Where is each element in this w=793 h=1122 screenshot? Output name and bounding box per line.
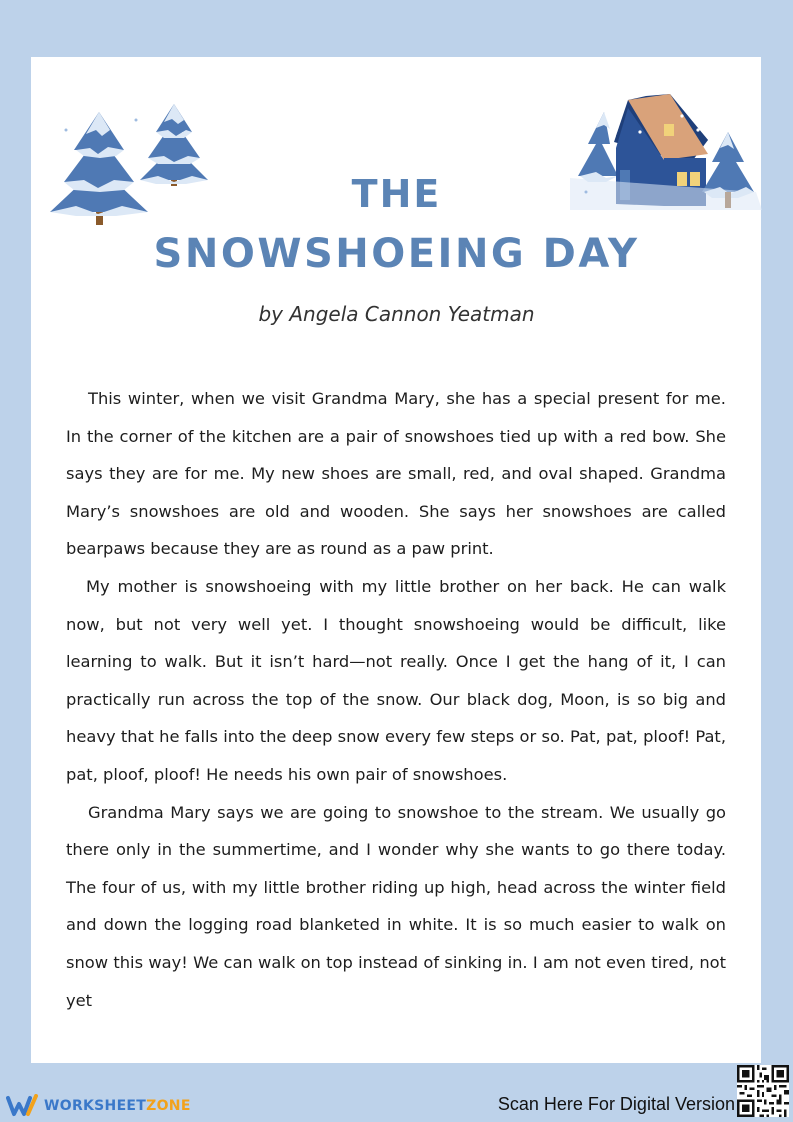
story-paragraph-3: Grandma Mary says we are going to snowshoe to the stream. We usually go there only in the summertime, and I wonder why she wants to go there today. The four of us, with my little brother riding up high, head across the winter field and down the logging road blanketed in white. It is so much easier to walk on snow this way! We can walk on top instead of sinking in. I am not even tired, not yet: [66, 802, 726, 1010]
title-line-2: SNOWSHOEING DAY: [153, 231, 640, 277]
brand-name-part2: ZONE: [146, 1098, 191, 1114]
story-paragraph-1: This winter, when we visit Grandma Mary, she has a special present for me. In the corner of the kitchen are a pair of snowshoes tied up with a red bow. She says they are for me. My new shoes are small, red, and oval shaped. Grandma Mary’s snowshoes are old and wooden. She says her snowshoes are called bearpaws because they are as round as a paw print.: [66, 389, 726, 559]
scan-prompt: Scan Here For Digital Version: [497, 1094, 735, 1114]
qr-code-icon[interactable]: [737, 1065, 789, 1117]
story-paragraph-2: My mother is snowshoeing with my little brother on her back. He can walk now, but not very well yet. I thought snowshoeing would be difficult, like learning to walk. But it isn’t hard—not really. Once I get the hang of it, I can practically run across the top of the snow. Our black dog, Moon, is so big and heavy that he falls into the deep snow every few steps or so. Pat, pat, ploof! Pat, pat, ploof, ploof! He needs his own pair of snowshoes.: [66, 576, 726, 784]
worksheetzone-brand[interactable]: [6, 1093, 191, 1119]
author-byline: by Angela Cannon Yeatman: [258, 302, 535, 326]
title-line-1: THE: [351, 172, 442, 216]
story-text: [66, 380, 726, 1019]
brand-name-part1: WORKSHEET: [44, 1098, 147, 1114]
worksheetzone-logo-icon: [6, 1094, 40, 1118]
